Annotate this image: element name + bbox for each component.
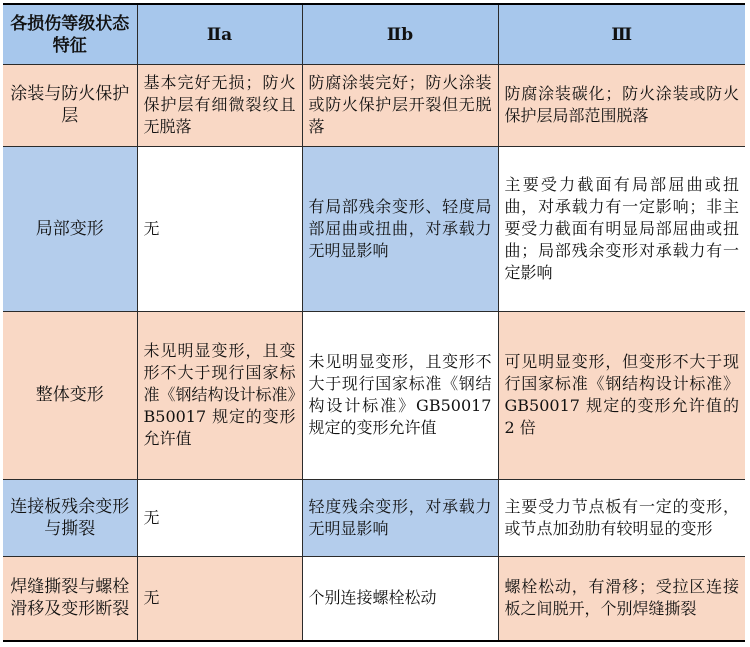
header-col-3: Ⅲ: [498, 5, 745, 65]
table-header-row: [3, 5, 745, 65]
table-cell: 基本完好无损；防火保护层有细微裂纹且无脱落: [137, 65, 302, 146]
table-cell: 无: [137, 556, 302, 640]
table-cell: 个别连接螺栓松动: [302, 556, 498, 640]
table-row: [3, 65, 745, 146]
row-label: 焊缝撕裂与螺栓滑移及变形断裂: [3, 556, 137, 640]
table-cell: 未见明显变形，且变形不大于现行国家标准《钢结构设计标准》B50017 规定的变形允许值: [137, 311, 302, 479]
header-label: 各损伤等级状态特征: [3, 5, 137, 65]
table-cell: 主要受力截面有局部屈曲或扭曲，对承载力有一定影响；非主要受力截面有明显局部屈曲或扭曲；局部残余变形对承载力有一定影响: [498, 146, 745, 311]
row-label: 涂装与防火保护层: [3, 65, 137, 146]
table-cell: 可见明显变形，但变形不大于现行国家标准《钢结构设计标准》GB50017 规定的变形允许值的 2 倍: [498, 311, 745, 479]
row-label: 局部变形: [3, 146, 137, 311]
table-row: [3, 556, 745, 640]
table-cell: 有局部残余变形、轻度局部屈曲或扭曲，对承载力无明显影响: [302, 146, 498, 311]
damage-grade-table-container: [3, 3, 745, 642]
table-cell: 防腐涂装完好；防火涂装或防火保护层开裂但无脱落: [302, 65, 498, 146]
header-col-2b: Ⅱb: [302, 5, 498, 65]
table-row: [3, 146, 745, 311]
header-col-2a: Ⅱa: [137, 5, 302, 65]
table-row: [3, 311, 745, 479]
damage-grade-table: [3, 5, 745, 640]
table-cell: 螺栓松动，有滑移；受拉区连接板之间脱开，个别焊缝撕裂: [498, 556, 745, 640]
row-label: 整体变形: [3, 311, 137, 479]
table-cell: 主要受力节点板有一定的变形，或节点加劲肋有较明显的变形: [498, 479, 745, 556]
table-cell: 防腐涂装碳化；防火涂装或防火保护层局部范围脱落: [498, 65, 745, 146]
table-cell: 轻度残余变形，对承载力无明显影响: [302, 479, 498, 556]
table-cell: 无: [137, 479, 302, 556]
table-row: [3, 479, 745, 556]
row-label: 连接板残余变形与撕裂: [3, 479, 137, 556]
table-cell: 未见明显变形，且变形不大于现行国家标准《钢结构设计标准》GB50017 规定的变形允许值: [302, 311, 498, 479]
table-cell: 无: [137, 146, 302, 311]
